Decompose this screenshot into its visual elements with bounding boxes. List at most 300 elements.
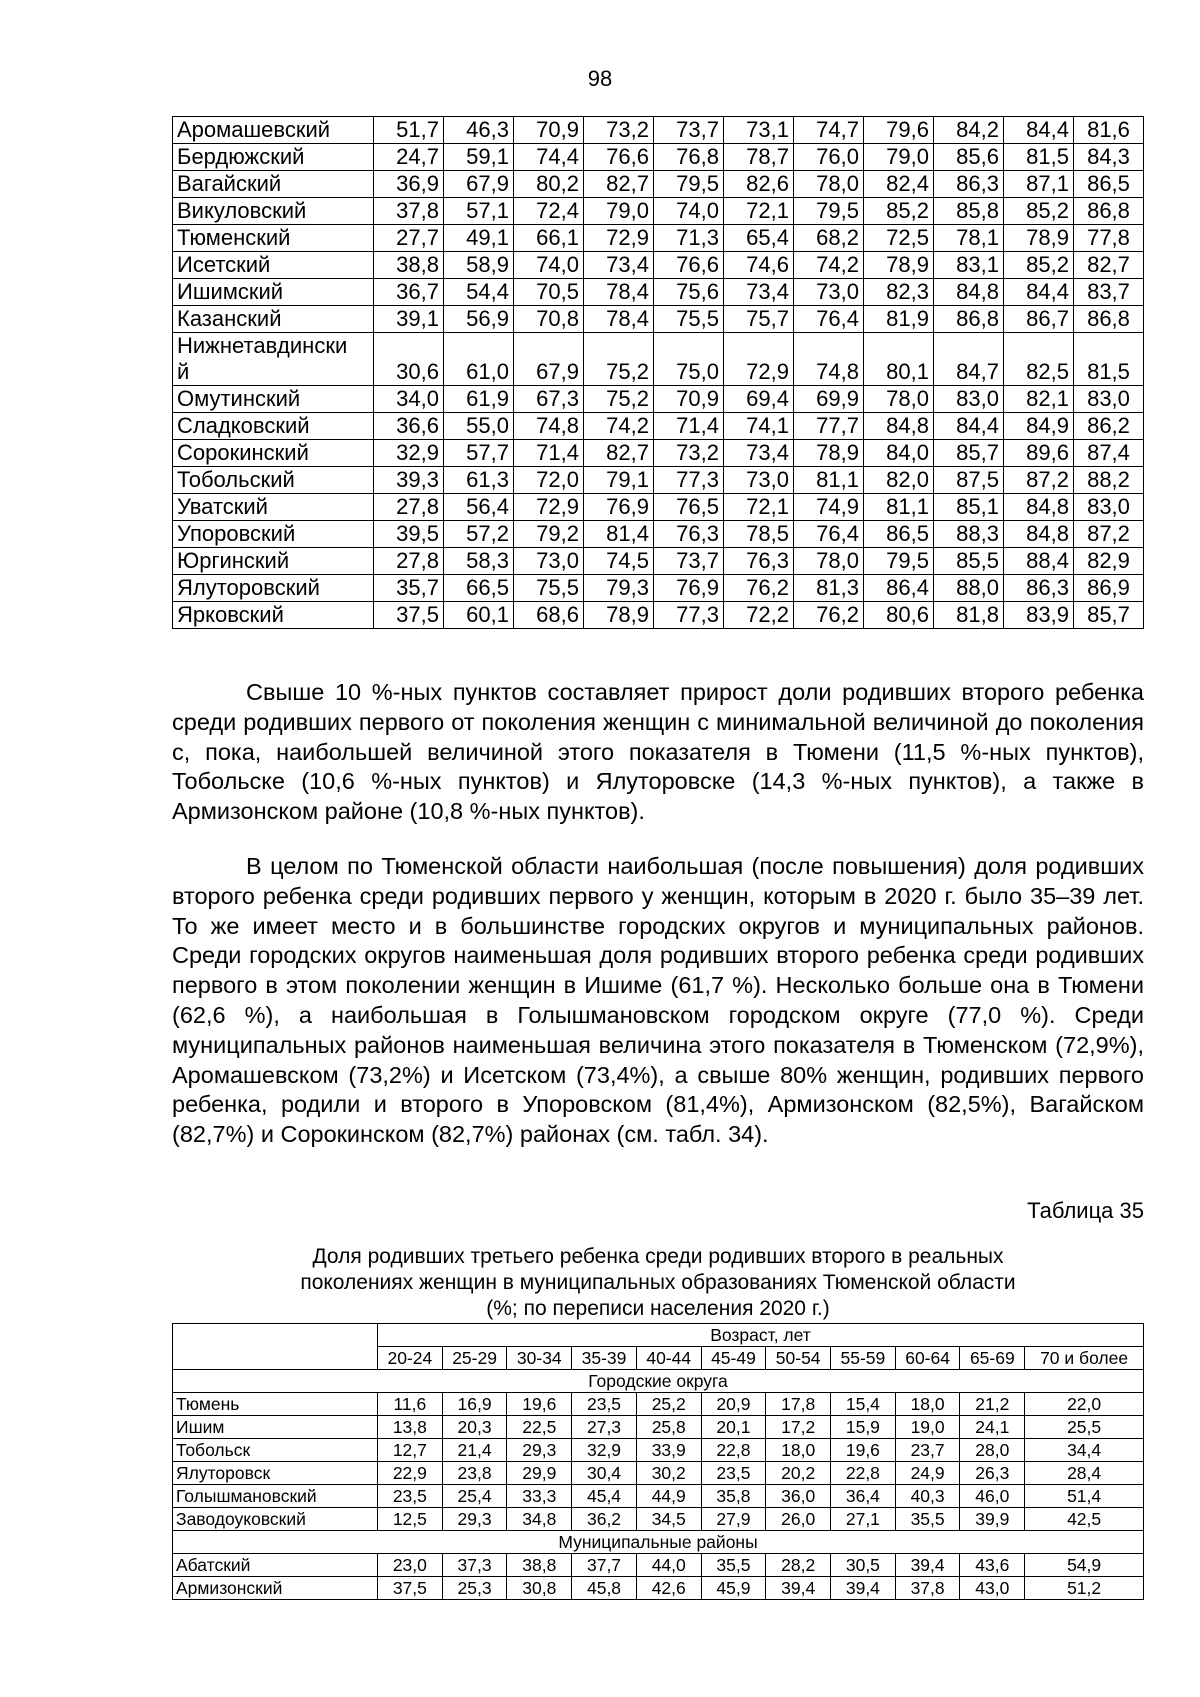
cell-value: 66,5 — [444, 575, 514, 602]
cell-value: 74,0 — [654, 198, 724, 225]
region-name: Абатский — [173, 1554, 378, 1577]
region-name: Бердюжский — [173, 144, 374, 171]
cell-value: 22,9 — [378, 1462, 443, 1485]
cell-value: 79,2 — [514, 521, 584, 548]
table-row — [173, 306, 1144, 333]
table-35 — [172, 1323, 1144, 1600]
cell-value: 73,7 — [654, 117, 724, 144]
cell-value: 56,9 — [444, 306, 514, 333]
cell-value: 77,3 — [654, 467, 724, 494]
region-name: Ялуторовский — [173, 575, 374, 602]
cell-value: 84,8 — [1004, 521, 1074, 548]
age-group-header: 25-29 — [442, 1347, 507, 1370]
cell-value: 34,5 — [636, 1508, 701, 1531]
cell-value: 82,5 — [1004, 333, 1074, 386]
cell-value: 67,3 — [514, 386, 584, 413]
cell-value: 73,0 — [514, 548, 584, 575]
cell-value: 37,3 — [442, 1554, 507, 1577]
cell-value: 35,5 — [895, 1508, 960, 1531]
cell-value: 19,6 — [831, 1439, 896, 1462]
cell-value: 23,5 — [572, 1393, 637, 1416]
cell-value: 30,8 — [507, 1577, 572, 1600]
table-row — [173, 171, 1144, 198]
cell-value: 70,5 — [514, 279, 584, 306]
region-name: Юргинский — [173, 548, 374, 575]
cell-value: 80,1 — [864, 333, 934, 386]
cell-value: 37,5 — [374, 602, 444, 629]
cell-value: 72,9 — [514, 494, 584, 521]
cell-value: 27,3 — [572, 1416, 637, 1439]
cell-value: 86,3 — [1004, 575, 1074, 602]
cell-value: 66,1 — [514, 225, 584, 252]
cell-value: 73,7 — [654, 548, 724, 575]
age-group-header: 45-49 — [701, 1347, 766, 1370]
cell-value: 76,9 — [654, 575, 724, 602]
cell-value: 83,1 — [934, 252, 1004, 279]
cell-value: 73,0 — [724, 467, 794, 494]
cell-value: 20,1 — [701, 1416, 766, 1439]
cell-value: 86,5 — [1074, 171, 1144, 198]
region-name: Тюменский — [173, 225, 374, 252]
region-name: Омутинский — [173, 386, 374, 413]
region-name: Тобольск — [173, 1439, 378, 1462]
cell-value: 39,3 — [374, 467, 444, 494]
cell-value: 58,3 — [444, 548, 514, 575]
cell-value: 87,2 — [1004, 467, 1074, 494]
cell-value: 85,7 — [1074, 602, 1144, 629]
table-row — [173, 548, 1144, 575]
region-name: Казанский — [173, 306, 374, 333]
cell-value: 89,6 — [1004, 440, 1074, 467]
cell-value: 24,1 — [960, 1416, 1025, 1439]
cell-value: 36,4 — [831, 1485, 896, 1508]
cell-value: 57,7 — [444, 440, 514, 467]
cell-value: 73,4 — [724, 279, 794, 306]
cell-value: 21,2 — [960, 1393, 1025, 1416]
cell-value: 79,3 — [584, 575, 654, 602]
cell-value: 88,3 — [934, 521, 1004, 548]
cell-value: 23,7 — [895, 1439, 960, 1462]
table-row — [173, 602, 1144, 629]
cell-value: 59,1 — [444, 144, 514, 171]
cell-value: 72,9 — [724, 333, 794, 386]
table-row — [173, 575, 1144, 602]
cell-value: 56,4 — [444, 494, 514, 521]
cell-value: 35,8 — [701, 1485, 766, 1508]
cell-value: 33,9 — [636, 1439, 701, 1462]
cell-value: 76,8 — [654, 144, 724, 171]
cell-value: 71,3 — [654, 225, 724, 252]
cell-value: 29,3 — [507, 1439, 572, 1462]
cell-value: 79,6 — [864, 117, 934, 144]
cell-value: 51,2 — [1025, 1577, 1144, 1600]
cell-value: 74,7 — [794, 117, 864, 144]
cell-value: 78,9 — [794, 440, 864, 467]
cell-value: 39,4 — [831, 1577, 896, 1600]
cell-value: 74,2 — [794, 252, 864, 279]
cell-value: 25,4 — [442, 1485, 507, 1508]
cell-value: 73,4 — [724, 440, 794, 467]
age-group-header: 20-24 — [378, 1347, 443, 1370]
cell-value: 74,8 — [514, 413, 584, 440]
cell-value: 71,4 — [654, 413, 724, 440]
cell-value: 26,0 — [766, 1508, 831, 1531]
cell-value: 85,8 — [934, 198, 1004, 225]
cell-value: 72,0 — [514, 467, 584, 494]
cell-value: 78,0 — [864, 386, 934, 413]
cell-value: 74,5 — [584, 548, 654, 575]
cell-value: 83,0 — [1074, 386, 1144, 413]
paragraph-1: Свыше 10 %-ных пунктов составляет прирост доли родивших второго ребенка среди родивших первого от поколения женщин с минимальной величиной до поколения с, пока, наибольшей величиной этого показателя в Тюмени (11,5 %-ных пунктов), Тобольске (10,6 %-ных пунктов) и Ялуторовске (14,3 %-ных пунктов), а также в Армизонском районе (10,8 %-ных пунктов). — [172, 679, 1144, 825]
cell-value: 76,3 — [724, 548, 794, 575]
cell-value: 69,9 — [794, 386, 864, 413]
cell-value: 35,5 — [701, 1554, 766, 1577]
cell-value: 35,7 — [374, 575, 444, 602]
cell-value: 82,1 — [1004, 386, 1074, 413]
cell-value: 83,7 — [1074, 279, 1144, 306]
cell-value: 78,0 — [794, 171, 864, 198]
cell-value: 38,8 — [507, 1554, 572, 1577]
cell-value: 86,9 — [1074, 575, 1144, 602]
cell-value: 22,8 — [831, 1462, 896, 1485]
cell-value: 61,3 — [444, 467, 514, 494]
table-row — [173, 386, 1144, 413]
cell-value: 78,9 — [864, 252, 934, 279]
cell-value: 51,4 — [1025, 1485, 1144, 1508]
cell-value: 87,2 — [1074, 521, 1144, 548]
cell-value: 18,0 — [766, 1439, 831, 1462]
region-name: Аромашевский — [173, 117, 374, 144]
cell-value: 82,0 — [864, 467, 934, 494]
cell-value: 20,3 — [442, 1416, 507, 1439]
cell-value: 36,6 — [374, 413, 444, 440]
cell-value: 30,2 — [636, 1462, 701, 1485]
cell-value: 19,0 — [895, 1416, 960, 1439]
cell-value: 82,6 — [724, 171, 794, 198]
cell-value: 79,0 — [584, 198, 654, 225]
cell-value: 28,0 — [960, 1439, 1025, 1462]
cell-value: 23,5 — [378, 1485, 443, 1508]
cell-value: 83,0 — [934, 386, 1004, 413]
cell-value: 78,7 — [724, 144, 794, 171]
cell-value: 73,1 — [724, 117, 794, 144]
table-row — [173, 117, 1144, 144]
cell-value: 54,4 — [444, 279, 514, 306]
cell-value: 23,0 — [378, 1554, 443, 1577]
section-row — [173, 1370, 1144, 1393]
cell-value: 75,7 — [724, 306, 794, 333]
cell-value: 25,3 — [442, 1577, 507, 1600]
cell-value: 86,7 — [1004, 306, 1074, 333]
cell-value: 20,9 — [701, 1393, 766, 1416]
region-name: Сорокинский — [173, 440, 374, 467]
cell-value: 25,5 — [1025, 1416, 1144, 1439]
cell-value: 78,9 — [584, 602, 654, 629]
cell-value: 71,4 — [514, 440, 584, 467]
table-row — [173, 198, 1144, 225]
region-name: Уватский — [173, 494, 374, 521]
cell-value: 82,9 — [1074, 548, 1144, 575]
cell-value: 12,7 — [378, 1439, 443, 1462]
cell-value: 36,0 — [766, 1485, 831, 1508]
cell-value: 77,8 — [1074, 225, 1144, 252]
cell-value: 88,2 — [1074, 467, 1144, 494]
cell-value: 70,9 — [654, 386, 724, 413]
cell-value: 87,1 — [1004, 171, 1074, 198]
table-row — [173, 440, 1144, 467]
cell-value: 84,9 — [1004, 413, 1074, 440]
cell-value: 57,2 — [444, 521, 514, 548]
cell-value: 70,8 — [514, 306, 584, 333]
cell-value: 84,2 — [934, 117, 1004, 144]
cell-value: 42,5 — [1025, 1508, 1144, 1531]
table-row — [173, 333, 1144, 386]
cell-value: 86,3 — [934, 171, 1004, 198]
cell-value: 37,7 — [572, 1554, 637, 1577]
table-row — [173, 1439, 1144, 1462]
cell-value: 78,4 — [584, 279, 654, 306]
cell-value: 74,1 — [724, 413, 794, 440]
cell-value: 39,9 — [960, 1508, 1025, 1531]
table-35-label: Таблица 35 — [1027, 1198, 1144, 1223]
cell-value: 86,4 — [864, 575, 934, 602]
cell-value: 69,4 — [724, 386, 794, 413]
cell-value: 39,1 — [374, 306, 444, 333]
cell-value: 61,0 — [444, 333, 514, 386]
cell-value: 85,2 — [864, 198, 934, 225]
header-row — [173, 1324, 1144, 1347]
cell-value: 76,3 — [654, 521, 724, 548]
cell-value: 86,8 — [1074, 198, 1144, 225]
cell-value: 36,7 — [374, 279, 444, 306]
cell-value: 79,5 — [864, 548, 934, 575]
cell-value: 82,7 — [584, 171, 654, 198]
cell-value: 79,5 — [794, 198, 864, 225]
cell-value: 34,8 — [507, 1508, 572, 1531]
cell-value: 39,4 — [766, 1577, 831, 1600]
cell-value: 74,0 — [514, 252, 584, 279]
region-name-part: Нижнетавдински — [177, 333, 348, 358]
table-row — [173, 494, 1144, 521]
cell-value: 84,0 — [864, 440, 934, 467]
table-row — [173, 225, 1144, 252]
cell-value: 73,2 — [654, 440, 724, 467]
age-group-header: 55-59 — [831, 1347, 896, 1370]
age-group-header: 40-44 — [636, 1347, 701, 1370]
cell-value: 81,9 — [864, 306, 934, 333]
region-name: Ишим — [173, 1416, 378, 1439]
cell-value: 33,3 — [507, 1485, 572, 1508]
table-35-title — [172, 1244, 1144, 1322]
paragraph-2: В целом по Тюменской области наибольшая (после повышения) доля родивших второго ребенка среди родивших первого у женщин, которым в 2020 г. было 35–39 лет. То же имеет место и в большинстве городских округов и муниципальных районов. Среди городских округов наименьшая доля родивших второго ребенка среди родивших первого в этом поколении женщин в Ишиме (61,7 %). Несколько больше она в Тюмени (62,6 %), а наибольшая в Голышмановском городском округе (77,0 %). Среди муниципальных районов наименьшая величина этого показателя в Тюменском (72,9%), Аромашевском (73,2%) и Исетском (73,4%), а свыше 80% женщин, родивших первого ребенка, родили и второго в Упоровском (81,4%), Армизонском (82,5%), Вагайском (82,7%) и Сорокинском (82,7%) районах (см. табл. 34). — [172, 853, 1144, 1148]
cell-value: 79,1 — [584, 467, 654, 494]
cell-value: 84,3 — [1074, 144, 1144, 171]
region-name: Ярковский — [173, 602, 374, 629]
cell-value: 20,2 — [766, 1462, 831, 1485]
cell-value: 84,8 — [864, 413, 934, 440]
cell-value: 28,4 — [1025, 1462, 1144, 1485]
cell-value: 72,1 — [724, 494, 794, 521]
cell-value: 76,4 — [794, 521, 864, 548]
cell-value: 74,8 — [794, 333, 864, 386]
cell-value: 74,6 — [724, 252, 794, 279]
cell-value: 72,4 — [514, 198, 584, 225]
age-group-header: 35-39 — [572, 1347, 637, 1370]
cell-value: 84,8 — [934, 279, 1004, 306]
cell-value: 78,9 — [1004, 225, 1074, 252]
region-name: Тобольский — [173, 467, 374, 494]
cell-value: 83,9 — [1004, 602, 1074, 629]
table-row — [173, 521, 1144, 548]
cell-value: 74,9 — [794, 494, 864, 521]
corner-cell — [173, 1324, 378, 1370]
cell-value: 27,8 — [374, 494, 444, 521]
age-group-header: 60-64 — [895, 1347, 960, 1370]
table-row — [173, 1485, 1144, 1508]
cell-value: 85,2 — [1004, 198, 1074, 225]
table-row — [173, 1416, 1144, 1439]
cell-value: 24,7 — [374, 144, 444, 171]
cell-value: 72,1 — [724, 198, 794, 225]
cell-value: 78,5 — [724, 521, 794, 548]
page-number: 98 — [587, 66, 613, 91]
cell-value: 74,4 — [514, 144, 584, 171]
cell-value: 27,8 — [374, 548, 444, 575]
region-name: Ялуторовск — [173, 1462, 378, 1485]
cell-value: 85,6 — [934, 144, 1004, 171]
region-name: Заводоуковский — [173, 1508, 378, 1531]
cell-value: 24,9 — [895, 1462, 960, 1485]
cell-value: 87,4 — [1074, 440, 1144, 467]
table-row — [173, 1393, 1144, 1416]
cell-value: 25,8 — [636, 1416, 701, 1439]
cell-value: 29,3 — [442, 1508, 507, 1531]
cell-value: 84,7 — [934, 333, 1004, 386]
region-name: Викуловский — [173, 198, 374, 225]
cell-value: 75,6 — [654, 279, 724, 306]
cell-value: 15,9 — [831, 1416, 896, 1439]
cell-value: 27,1 — [831, 1508, 896, 1531]
cell-value: 23,8 — [442, 1462, 507, 1485]
cell-value: 78,1 — [934, 225, 1004, 252]
cell-value: 79,5 — [654, 171, 724, 198]
cell-value: 85,2 — [1004, 252, 1074, 279]
region-name: Голышмановский — [173, 1485, 378, 1508]
cell-value: 46,0 — [960, 1485, 1025, 1508]
cell-value: 65,4 — [724, 225, 794, 252]
cell-value: 45,9 — [701, 1577, 766, 1600]
cell-value: 78,0 — [794, 548, 864, 575]
cell-value: 86,8 — [934, 306, 1004, 333]
cell-value: 78,4 — [584, 306, 654, 333]
age-group-header: 70 и более — [1025, 1347, 1144, 1370]
cell-value: 81,4 — [584, 521, 654, 548]
cell-value: 68,6 — [514, 602, 584, 629]
cell-value: 85,5 — [934, 548, 1004, 575]
cell-value: 75,2 — [584, 333, 654, 386]
cell-value: 30,4 — [572, 1462, 637, 1485]
cell-value: 76,4 — [794, 306, 864, 333]
cell-value: 28,2 — [766, 1554, 831, 1577]
cell-value: 11,6 — [378, 1393, 443, 1416]
table-35-title-line: Доля родивших третьего ребенка среди родивших второго в реальных — [312, 1245, 1004, 1268]
cell-value: 83,0 — [1074, 494, 1144, 521]
cell-value: 43,6 — [960, 1554, 1025, 1577]
cell-value: 32,9 — [572, 1439, 637, 1462]
cell-value: 32,9 — [374, 440, 444, 467]
cell-value: 77,7 — [794, 413, 864, 440]
cell-value: 23,5 — [701, 1462, 766, 1485]
cell-value: 22,5 — [507, 1416, 572, 1439]
section-row — [173, 1531, 1144, 1554]
cell-value: 77,3 — [654, 602, 724, 629]
cell-value: 17,2 — [766, 1416, 831, 1439]
cell-value: 27,9 — [701, 1508, 766, 1531]
cell-value: 36,2 — [572, 1508, 637, 1531]
cell-value: 19,6 — [507, 1393, 572, 1416]
cell-value: 81,3 — [794, 575, 864, 602]
cell-value: 87,5 — [934, 467, 1004, 494]
cell-value: 80,2 — [514, 171, 584, 198]
cell-value: 12,5 — [378, 1508, 443, 1531]
cell-value: 34,0 — [374, 386, 444, 413]
cell-value: 58,9 — [444, 252, 514, 279]
table-34-continued — [172, 116, 1144, 629]
cell-value: 37,8 — [895, 1577, 960, 1600]
cell-value: 81,1 — [864, 494, 934, 521]
cell-value: 72,5 — [864, 225, 934, 252]
cell-value: 22,8 — [701, 1439, 766, 1462]
cell-value: 29,9 — [507, 1462, 572, 1485]
cell-value: 40,3 — [895, 1485, 960, 1508]
cell-value: 60,1 — [444, 602, 514, 629]
cell-value: 88,4 — [1004, 548, 1074, 575]
cell-value: 55,0 — [444, 413, 514, 440]
cell-value: 68,2 — [794, 225, 864, 252]
region-name: Тюмень — [173, 1393, 378, 1416]
cell-value: 67,9 — [444, 171, 514, 198]
cell-value: 27,7 — [374, 225, 444, 252]
cell-value: 45,8 — [572, 1577, 637, 1600]
cell-value: 84,4 — [1004, 117, 1074, 144]
cell-value: 82,4 — [864, 171, 934, 198]
cell-value: 46,3 — [444, 117, 514, 144]
section-title: Муниципальные районы — [173, 1531, 1144, 1554]
cell-value: 76,9 — [584, 494, 654, 521]
table-35-title-line: поколениях женщин в муниципальных образованиях Тюменской области — [300, 1271, 1016, 1294]
cell-value: 61,9 — [444, 386, 514, 413]
age-header: Возраст, лет — [378, 1324, 1144, 1347]
cell-value: 49,1 — [444, 225, 514, 252]
cell-value: 44,9 — [636, 1485, 701, 1508]
cell-value: 76,6 — [584, 144, 654, 171]
table-row — [173, 467, 1144, 494]
cell-value: 84,4 — [934, 413, 1004, 440]
cell-value: 73,0 — [794, 279, 864, 306]
region-name: Ишимский — [173, 279, 374, 306]
table-35-title-line: (%; по переписи населения 2020 г.) — [486, 1297, 830, 1320]
cell-value: 25,2 — [636, 1393, 701, 1416]
table-row — [173, 1577, 1144, 1600]
section-title: Городские округа — [173, 1370, 1144, 1393]
cell-value: 76,5 — [654, 494, 724, 521]
cell-value: 17,8 — [766, 1393, 831, 1416]
cell-value: 88,0 — [934, 575, 1004, 602]
cell-value: 45,4 — [572, 1485, 637, 1508]
cell-value: 73,2 — [584, 117, 654, 144]
cell-value: 44,0 — [636, 1554, 701, 1577]
cell-value: 76,2 — [794, 602, 864, 629]
